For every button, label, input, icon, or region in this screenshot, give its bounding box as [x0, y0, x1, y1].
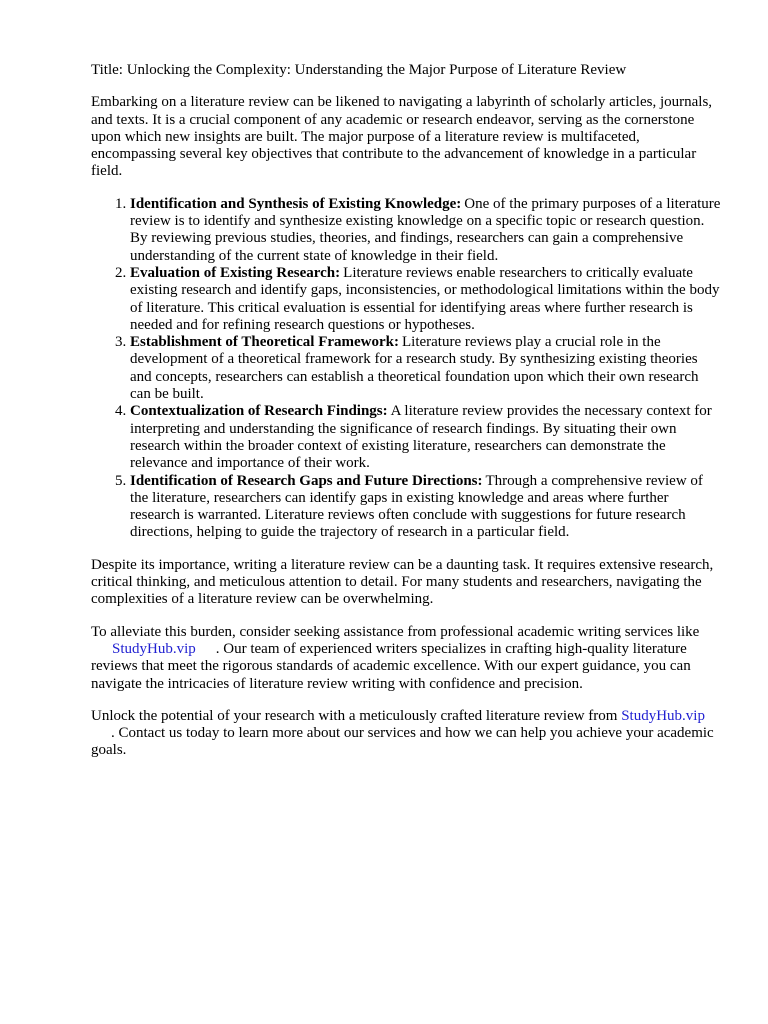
document-title: Title: Unlocking the Complexity: Understanding the Major Purpose of Literature Review [91, 62, 627, 78]
list-item-text: One of the primary purposes of a literature review is to identify and synthesize existing knowledge on a specific topic or research question. By reviewing previous studies, theories, and findings, researchers can gain a comprehensive understanding of the current state of knowledge in their field. [130, 195, 721, 264]
assistance-text-before: To alleviate this burden, consider seeking assistance from professional academic writing services like [91, 623, 700, 640]
list-item [130, 196, 721, 265]
list-item [130, 403, 721, 472]
list-item-heading: Identification and Synthesis of Existing Knowledge: [130, 195, 462, 212]
list-item-text: Through a comprehensive review of the literature, researchers can identify gaps in existing knowledge and areas where further research is warranted. Literature reviews often conclude with suggestions for future research directions, helping to guide the trajectory of research in a particular field. [130, 472, 703, 541]
document-page [91, 62, 721, 775]
studyhub-link-closing[interactable]: StudyHub.vip [621, 707, 705, 724]
list-item-text: Literature reviews play a crucial role in the development of a theoretical framework for a research study. By synthesizing existing theories and concepts, researchers can establish a theoretical foundation upon which their own research can be built. [130, 334, 699, 403]
purpose-list [91, 196, 721, 542]
list-item-heading: Evaluation of Existing Research: [130, 264, 341, 281]
list-item [130, 473, 721, 542]
assistance-paragraph [91, 624, 721, 693]
closing-text-before: Unlock the potential of your research with a meticulously crafted literature review from [91, 707, 618, 724]
list-item-heading: Establishment of Theoretical Framework: [130, 334, 399, 351]
list-item-text: Literature reviews enable researchers to critically evaluate existing research and identify gaps, inconsistencies, or methodological limitations within the body of literature. This critical evaluation is essential for identifying areas where further research is needed and for refining research questions or hypotheses. [130, 264, 720, 333]
studyhub-link[interactable]: StudyHub.vip [112, 640, 196, 657]
list-item-heading: Contextualization of Research Findings: [130, 403, 388, 420]
list-item [130, 265, 721, 334]
list-item-text: A literature review provides the necessary context for interpreting and understanding the significance of research findings. By situating their own research within the broader context of existing literature, researchers can demonstrate the relevance and importance of their work. [130, 403, 712, 472]
list-item-heading: Identification of Research Gaps and Future Directions: [130, 472, 483, 489]
closing-text-after: . Contact us today to learn more about our services and how we can help you achieve your academic goals. [91, 725, 714, 759]
list-item [130, 334, 721, 403]
closing-paragraph [91, 708, 721, 760]
challenge-paragraph: Despite its importance, writing a literature review can be a daunting task. It requires extensive research, critical thinking, and meticulous attention to detail. For many students and researchers, navigating the complexities of a literature review can be overwhelming. [91, 556, 714, 608]
intro-paragraph: Embarking on a literature review can be likened to navigating a labyrinth of scholarly articles, journals, and texts. It is a crucial component of any academic or research endeavor, serving as the cornerstone upon which new insights are built. The major purpose of a literature review is multifaceted, encompassing several key objectives that contribute to the advancement of knowledge in a particular field. [91, 94, 713, 180]
assistance-text-after: . Our team of experienced writers specializes in crafting high-quality literature reviews that meet the rigorous standards of academic excellence. With our expert guidance, you can navigate the intricacies of literature review writing with confidence and precision. [91, 640, 691, 692]
